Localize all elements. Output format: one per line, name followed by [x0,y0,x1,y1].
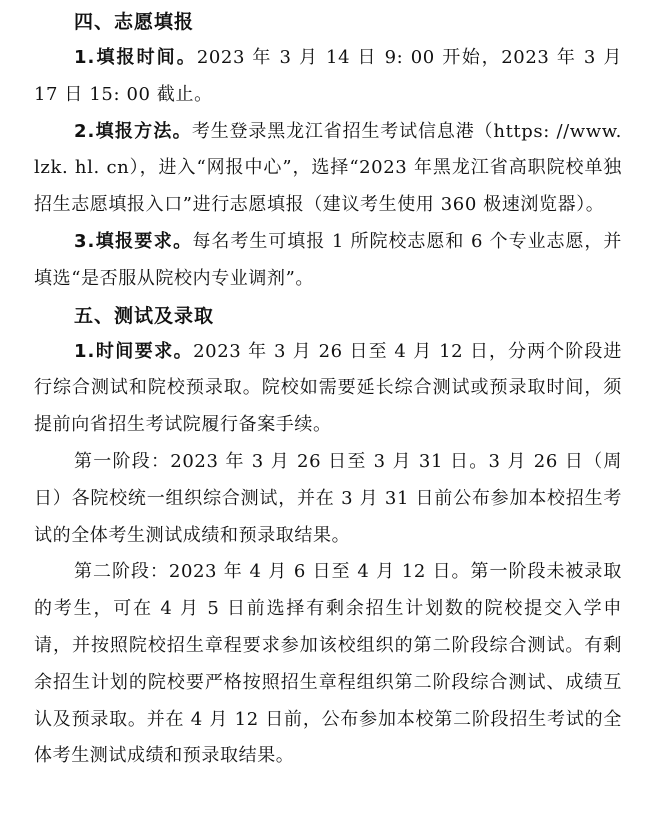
paragraph-phase-two [34,554,622,775]
paragraph-filling-method [34,114,622,224]
item-text-filling-time: 2023 年 3 月 14 日 9: 00 开始，2023 年 3 月 17 日 15: 00 截止。 [34,47,622,105]
paragraph-filling-requirement [34,224,622,298]
item-text-filling-method: 考生登录黑龙江省招生考试信息港（https: //www. lzk. hl. cn），进入“网报中心”，选择“2023 年黑龙江省高职院校单独招生志愿填报入口”进行志愿填报（建议考生使用 360 极速浏览器）。 [34,120,622,216]
item-text-phase-one: 第一阶段：2023 年 3 月 26 日至 3 月 31 日。3 月 26 日（周日）各院校统一组织综合测试，并在 3 月 31 日前公布参加本校招生考试的全体考生测试成绩和预录取结果。 [34,450,622,546]
item-text-time-requirement: 2023 年 3 月 26 日至 4 月 12 日，分两个阶段进行综合测试和院校预录取。院校如需要延长综合测试或预录取时间，须提前向省招生考试院履行备案手续。 [34,340,622,436]
item-lead-time-requirement: 1.时间要求。 [74,340,194,362]
item-text-phase-two: 第二阶段：2023 年 4 月 6 日至 4 月 12 日。第一阶段未被录取的考生，可在 4 月 5 日前选择有剩余招生计划数的院校提交入学申请，并按照院校招生章程要求参加该校组织的第二阶段综合测试。有剩余招生计划的院校要严格按照招生章程组织第二阶段综合测试、成绩互认及预录取。并在 4 月 12 日前，公布参加本校第二阶段招生考试的全体考生测试成绩和预录取结果。 [34,561,622,767]
section-heading-volunteer-filling: 四、志愿填报 [74,11,195,33]
item-lead-filling-method: 2.填报方法。 [74,120,192,142]
section-heading-test-admission: 五、测试及录取 [74,304,215,327]
paragraph-phase-one [34,444,622,554]
paragraph-time-requirement [34,334,622,444]
item-lead-filling-time: 1.填报时间。 [74,47,197,68]
item-text-filling-requirement: 每名考生可填报 1 所院校志愿和 6 个专业志愿，并填选“是否服从院校内专业调剂”。 [34,230,622,289]
item-lead-filling-requirement: 3.填报要求。 [74,230,193,252]
paragraph-filling-time [34,40,622,114]
